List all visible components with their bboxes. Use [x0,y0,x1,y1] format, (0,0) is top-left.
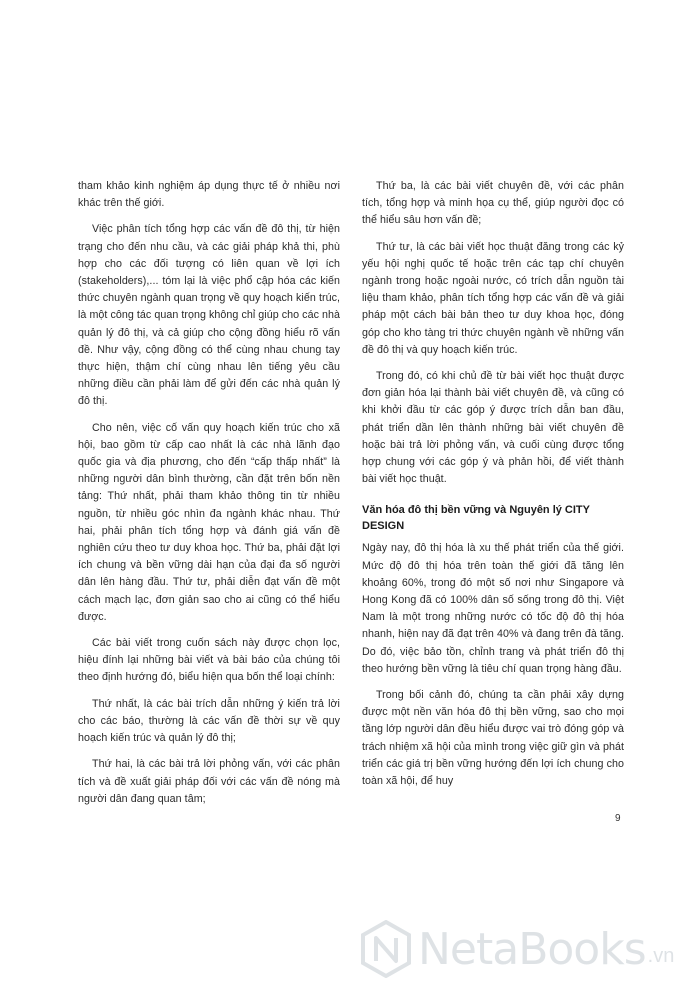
paragraph: Cho nên, việc cố vấn quy hoạch kiến trúc cho xã hội, bao gồm từ cấp cao nhất là các nhà lãnh đạo quốc gia và địa phương, cho đến “cấp thấp nhất” là những người dân bình thường, cần đặt trên bốn nền tảng: Thứ nhất, phải tham khảo thông tin từ nhiều nguồn, từ nhiều góc nhìn đa ngành khác nhau. Thứ hai, phải phân tích tổng hợp và đánh giá vấn đề nghiên cứu theo tư duy khoa học. Thứ ba, phải đặt lợi ích chung và bền vững dài hạn của đại đa số người dân lên hàng đầu. Thứ tư, phải diễn đạt vấn đề một cách mạch lạc, đơn giản sao cho ai cũng có thể hiểu được. [78,421,340,623]
paragraph: Thứ tư, là các bài viết học thuật đăng trong các kỷ yếu hội nghị quốc tế hoặc trên các tạp chí chuyên ngành trong hoặc ngoài nước, có trích dẫn nguồn tài liệu tham khảo, phân tích tổng hợp các vấn đề và giải pháp một cách bài bản theo tư duy khoa học, đóng góp cho kho tàng tri thức chuyên ngành về những vấn đề đô thị và quy hoạch kiến trúc. [362,240,624,356]
right-column [362,178,624,799]
paragraph: Các bài viết trong cuốn sách này được chọn lọc, hiệu đính lại những bài viết và bài báo của chúng tôi theo định hướng đó, biểu hiện qua bốn thể loại chính: [78,637,340,684]
paragraph: Trong bối cảnh đó, chúng ta cần phải xây dựng được một nền văn hóa đô thị bền vững, sao cho mọi tầng lớp người dân đều hiểu được vai trò đóng góp và trách nhiệm xã hội của mình trong việc giữ gìn và phát triển các giá trị bền vững hướng đến lợi ích chung cho toàn xã hội, để huy [362,689,624,788]
watermark-text: NetaBooks [418,923,646,975]
watermark [360,918,690,980]
paragraph: Thứ nhất, là các bài trích dẫn những ý kiến trả lời cho các báo, thường là các vấn đề thời sự về quy hoạch kiến trúc và quản lý đô thị; [78,697,340,745]
hexagon-n-logo-icon [360,920,412,978]
paragraph: tham khảo kinh nghiệm áp dụng thực tế ở nhiều nơi khác trên thế giới. [78,180,340,210]
page-number: 9 [615,813,621,824]
left-column [78,178,340,817]
paragraph: Thứ ba, là các bài viết chuyên đề, với các phân tích, tổng hợp và minh họa cụ thể, giúp người đọc có thể hiểu sâu hơn vấn đề; [362,180,624,227]
section-heading: Văn hóa đô thị bền vững và Nguyên lý CITY DESIGN [362,504,590,533]
watermark-suffix: .vn [647,944,675,967]
paragraph: Trong đó, có khi chủ đề từ bài viết học thuật được đơn giản hóa lại thành bài viết chuyên đề, và cũng có khi khởi đầu từ các góp ý được trích dẫn ban đầu, phát triển dần lên thành những bài viết chuyên đề hoặc bài trả lời phỏng vấn, và cuối cùng được tổng hợp chung với các góp ý và phản hồi, để viết thành bài viết học thuật. [362,370,624,486]
paragraph: Việc phân tích tổng hợp các vấn đề đô thị, từ hiện trạng cho đến nhu cầu, và các giải pháp khả thi, phù hợp cho các đối tượng có liên quan về lợi ích (stakeholders),... tóm lại là việc phổ cập hóa các kiến thức chuyên ngành quan trọng về quy hoạch kiến trúc, là một công tác quan trọng không chỉ giúp cho các nhà quản lý đô thị, và cả giúp cho cộng đồng hiểu rõ vấn đề. Như vậy, cộng đồng có thể cùng nhau chung tay thực hiện, thậm chí cùng nhau lên tiếng yêu cầu những điều cần phải làm để gửi đến các nhà quản lý đô thị. [78,223,340,408]
paragraph: Ngày nay, đô thị hóa là xu thế phát triển của thế giới. Mức độ đô thị hóa trên toàn thế giới đã tăng lên khoảng 60%, trong đó một số nơi như Singapore và Hong Kong đã có 100% dân số sống trong đô thị. Việt Nam là một trong những nước có tốc độ đô thị hóa nhanh, hiện nay đã đạt trên 40% và đang trên đà tăng. Do đó, việc bảo tồn, chỉnh trang và phát triển đô thị theo hướng bền vững là tiêu chí quan trọng hàng đầu. [362,542,624,675]
paragraph: Thứ hai, là các bài trả lời phỏng vấn, với các phân tích và đề xuất giải pháp đối với các vấn đề nóng mà người dân đang quan tâm; [78,758,340,805]
